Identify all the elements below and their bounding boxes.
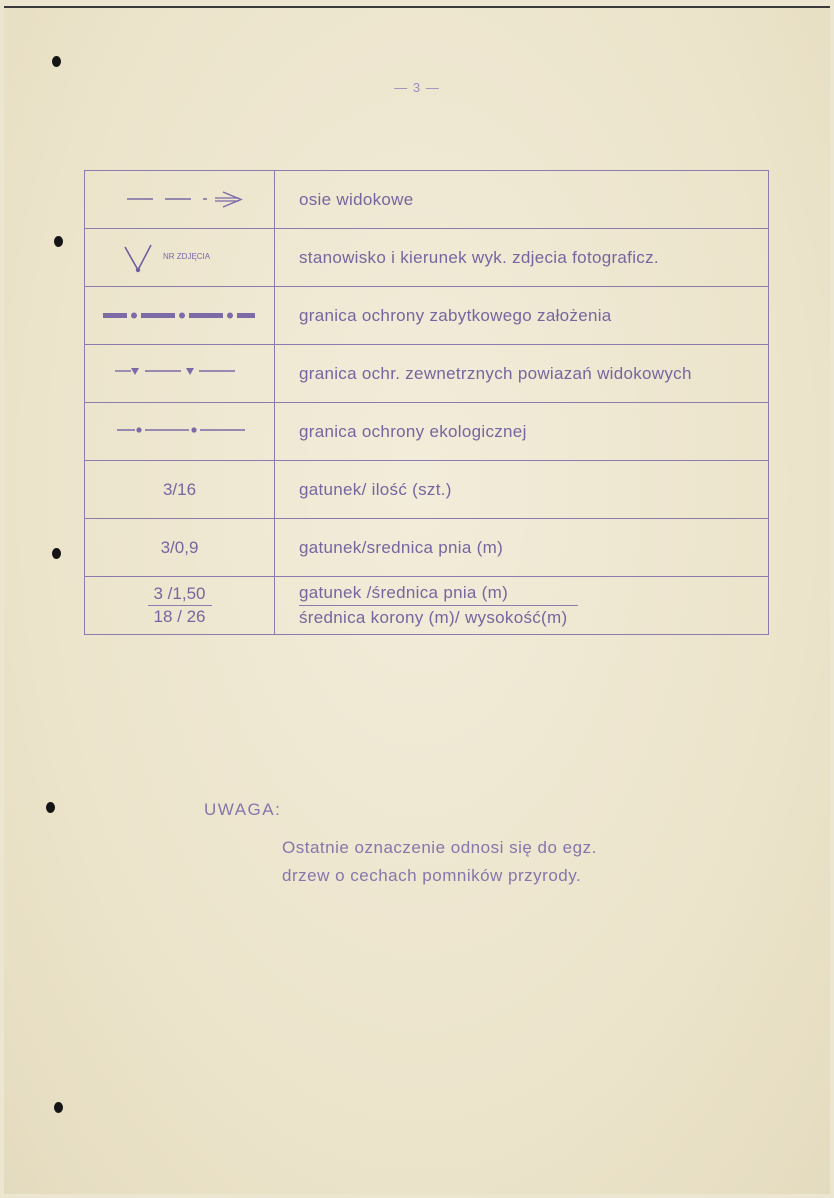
symbol-cell bbox=[85, 287, 275, 345]
description-line-1: gatunek /średnica pnia (m) bbox=[299, 581, 578, 606]
legend-row bbox=[85, 403, 769, 461]
document-page bbox=[4, 6, 830, 1194]
legend-description: granica ochr. zewnetrznych powiazań widokowych bbox=[275, 345, 769, 403]
description-line-2: średnica korony (m)/ wysokość(m) bbox=[299, 608, 568, 627]
photo-number-label: NR ZDJĘCIA bbox=[163, 252, 211, 261]
fraction-top: 3 /1,50 bbox=[148, 583, 212, 606]
legend-row bbox=[85, 345, 769, 403]
dotted-line-icon bbox=[85, 403, 274, 460]
legend-row bbox=[85, 287, 769, 345]
punch-hole-5 bbox=[54, 1102, 63, 1113]
legend-description: granica ochrony zabytkowego założenia bbox=[275, 287, 769, 345]
symbol-cell bbox=[85, 229, 275, 287]
triangle-line-icon bbox=[85, 345, 274, 402]
symbol-cell bbox=[85, 577, 275, 635]
legend-table bbox=[84, 170, 769, 635]
legend-description bbox=[275, 577, 769, 635]
symbol-cell bbox=[85, 345, 275, 403]
species-diameter-symbol: 3/0,9 bbox=[160, 537, 199, 557]
legend-row bbox=[85, 171, 769, 229]
fraction-bottom: 18 / 26 bbox=[153, 607, 206, 626]
note-title: UWAGA: bbox=[204, 800, 282, 819]
legend-row bbox=[85, 229, 769, 287]
species-count-symbol: 3/16 bbox=[162, 479, 197, 499]
legend-row bbox=[85, 577, 769, 635]
punch-hole-4 bbox=[46, 802, 55, 813]
legend-description: osie widokowe bbox=[275, 171, 769, 229]
symbol-cell bbox=[85, 403, 275, 461]
legend-row bbox=[85, 461, 769, 519]
note-line-1: Ostatnie oznaczenie odnosi się do egz. bbox=[282, 838, 597, 857]
monument-tree-symbol bbox=[148, 583, 212, 628]
photo-direction-icon bbox=[85, 229, 274, 286]
symbol-cell bbox=[85, 461, 275, 519]
legend-description: stanowisko i kierunek wyk. zdjecia fotograficz. bbox=[275, 229, 769, 287]
legend-description: granica ochrony ekologicznej bbox=[275, 403, 769, 461]
dashed-arrow-icon bbox=[85, 171, 274, 228]
legend-description: gatunek/srednica pnia (m) bbox=[275, 519, 769, 577]
punch-hole-2 bbox=[54, 236, 63, 247]
note-body bbox=[282, 834, 597, 890]
legend-description: gatunek/ ilość (szt.) bbox=[275, 461, 769, 519]
symbol-cell bbox=[85, 171, 275, 229]
symbol-cell bbox=[85, 519, 275, 577]
legend-row bbox=[85, 519, 769, 577]
thick-dash-dot-line-icon bbox=[85, 287, 274, 344]
punch-hole-1 bbox=[52, 56, 61, 67]
punch-hole-3 bbox=[52, 548, 61, 559]
note-line-2: drzew o cechach pomników przyrody. bbox=[282, 866, 582, 885]
page-number: — 3 — bbox=[394, 80, 440, 95]
